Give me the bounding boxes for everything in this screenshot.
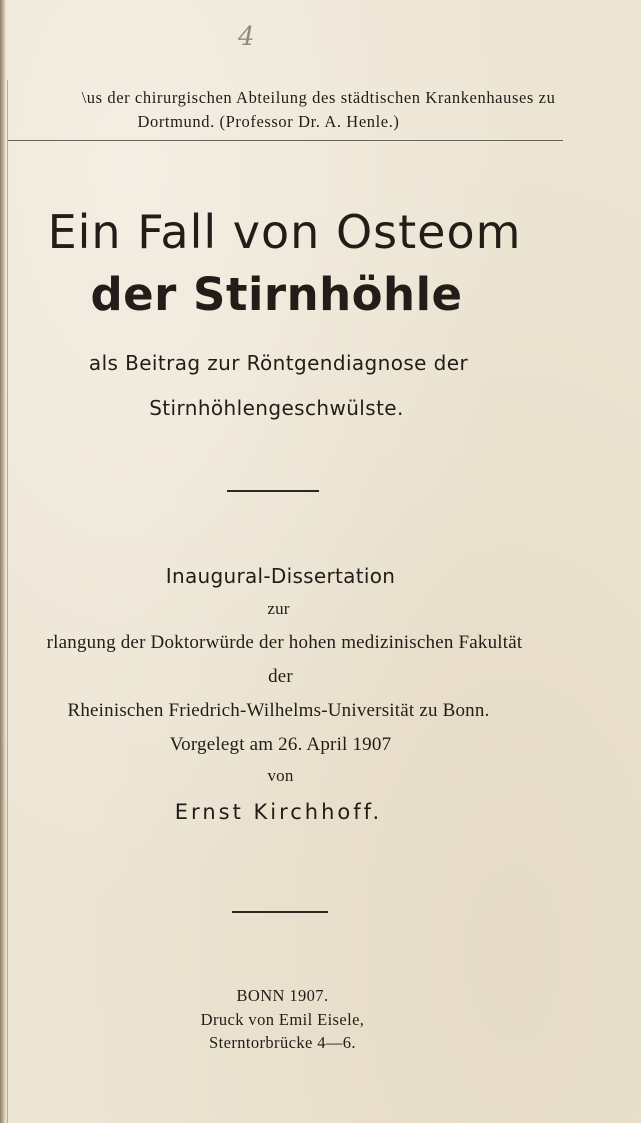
dissertation-line-der: der bbox=[268, 666, 293, 687]
dissertation-line-von: von bbox=[267, 766, 294, 785]
section-divider-2 bbox=[232, 911, 328, 913]
section-divider-1 bbox=[227, 490, 319, 492]
title-line-2: der Stirnhöhle bbox=[90, 268, 463, 321]
header-rule bbox=[8, 140, 563, 141]
institution-line-2: Dortmund. (Professor Dr. A. Henle.) bbox=[137, 112, 400, 131]
author-name: Ernst Kirchhoff. bbox=[174, 800, 383, 824]
imprint-place-year: BONN 1907. bbox=[236, 986, 329, 1005]
imprint-address: Sterntorbrücke 4—6. bbox=[209, 1033, 356, 1052]
subtitle-line-2: Stirnhöhlengeschwülste. bbox=[149, 396, 404, 420]
pencil-page-mark: 4 bbox=[238, 22, 255, 52]
dissertation-line-purpose: rlangung der Doktorwürde der hohen medizinischen Fakultät bbox=[46, 632, 523, 653]
page-left-edge bbox=[0, 0, 6, 1123]
title-line-1: Ein Fall von Osteom bbox=[47, 205, 522, 259]
imprint-printer: Druck von Emil Eisele, bbox=[200, 1010, 365, 1029]
dissertation-line-zur: zur bbox=[267, 599, 290, 618]
subtitle-line-1: als Beitrag zur Röntgendiagnose der bbox=[88, 351, 469, 375]
dissertation-line-date: Vorgelegt am 26. April 1907 bbox=[169, 734, 392, 755]
dissertation-line-university: Rheinischen Friedrich-Wilhelms-Universität zu Bonn. bbox=[67, 700, 490, 721]
institution-line-1: \us der chirurgischen Abteilung des städtischen Krankenhauses zu bbox=[81, 88, 556, 107]
dissertation-heading: Inaugural-Dissertation bbox=[165, 564, 396, 588]
